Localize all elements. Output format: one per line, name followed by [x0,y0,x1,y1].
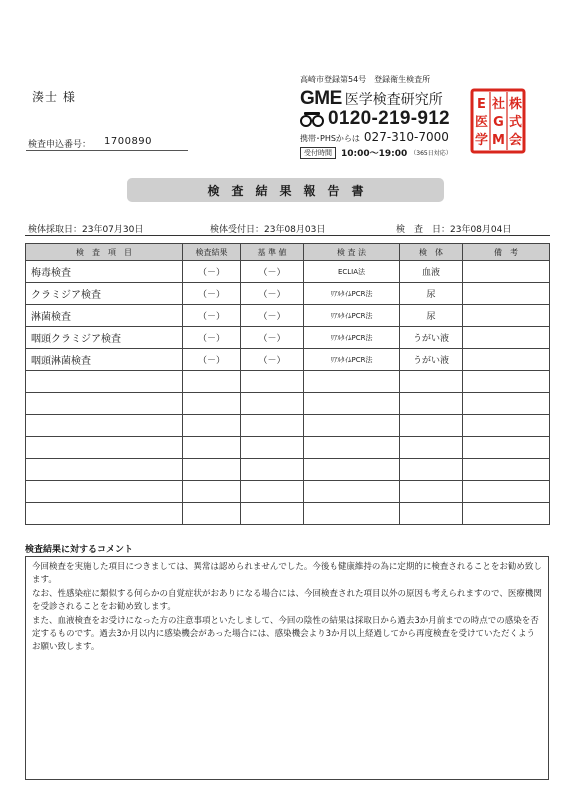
comment-title: 検査結果に対するコメント [25,545,134,555]
seal-character: E [477,97,486,112]
inspection-date: 検 査 日：23年08月04日 [396,225,512,235]
empty-cell [304,437,400,459]
free-dial-number: 0120-219-912 [328,108,450,129]
empty-cell [183,393,241,415]
table-row [26,261,550,283]
mobile-number: 027-310-7000 [363,130,449,144]
cell-method: ECLIA法 [304,261,400,283]
header-item: 検 査 項 目 [26,244,183,261]
table-row-empty [26,459,550,481]
empty-cell [241,371,304,393]
seal-character: 学 [474,133,489,148]
cell-result: （－） [183,327,241,349]
empty-cell [26,459,183,481]
table-row-empty [26,503,550,525]
empty-cell [463,415,550,437]
cell-result: （－） [183,349,241,371]
empty-cell [304,393,400,415]
cell-note [463,283,550,305]
cell-reference: （－） [241,327,304,349]
cell-result: （－） [183,261,241,283]
empty-cell [400,503,463,525]
empty-cell [183,481,241,503]
table-row [26,305,550,327]
empty-cell [26,393,183,415]
empty-cell [183,503,241,525]
empty-cell [26,503,183,525]
mobile-row [300,130,449,144]
cell-reference: （－） [241,349,304,371]
cell-result: （－） [183,305,241,327]
hours-note: （365日対応） [410,150,452,157]
comment-paragraph: 今回検査を実施した項目につきましては、異常は認められませんでした。今後も健康維持の為に定期的に検査されることをお勧め致します。 [32,562,542,586]
cell-note [463,349,550,371]
empty-cell [463,481,550,503]
cell-specimen: うがい液 [400,349,463,371]
table-row-empty [26,371,550,393]
empty-cell [26,437,183,459]
comment-box [25,556,549,780]
header-method: 検 査 法 [304,244,400,261]
comment-paragraph: なお、性感染症に類似する何らかの自覚症状がおありになる場合には、今回検査された項目以外の原因も考えられますので、医療機関を受診されることをお勧め致します。 [32,588,542,613]
cell-item: 咽頭淋菌検査 [26,349,183,371]
lab-logo [300,88,443,110]
empty-cell [463,371,550,393]
cell-result: （－） [183,283,241,305]
empty-cell [26,415,183,437]
cell-method: ﾘｱﾙﾀｲﾑPCR法 [304,349,400,371]
application-number: 1700890 [104,136,153,147]
seal-character: 株 [508,97,523,112]
cell-item: 咽頭クラミジア検査 [26,327,183,349]
application-number-label: 検査申込番号： [28,140,92,150]
cell-method: ﾘｱﾙﾀｲﾑPCR法 [304,283,400,305]
table-row [26,283,550,305]
empty-cell [304,481,400,503]
lab-registration: 高崎市登録第54号 登録衛生検査所 [300,75,431,84]
seal-character: G [493,115,504,130]
report-title: 検査結果報告書 [207,183,376,198]
table-row-empty [26,415,550,437]
report-title-bar [127,178,444,202]
header-note: 備 考 [463,244,550,261]
empty-cell [304,371,400,393]
empty-cell [463,459,550,481]
header-specimen: 検 体 [400,244,463,261]
hours-time: 10:00～19:00 [341,149,408,159]
table-row-empty [26,393,550,415]
hours-row [300,146,452,159]
empty-cell [241,481,304,503]
empty-cell [304,415,400,437]
table-row-empty [26,437,550,459]
empty-cell [26,371,183,393]
seal-character: 会 [508,133,523,148]
empty-cell [463,393,550,415]
cell-note [463,327,550,349]
cell-reference: （－） [241,261,304,283]
empty-cell [241,393,304,415]
seal-character: 医 [474,115,489,130]
empty-cell [400,415,463,437]
empty-cell [463,503,550,525]
cell-method: ﾘｱﾙﾀｲﾑPCR法 [304,305,400,327]
empty-cell [183,437,241,459]
empty-cell [304,503,400,525]
application-number-underline [26,150,188,151]
collection-date: 検体採取日：23年07月30日 [28,225,144,235]
seal-character: 式 [508,115,523,130]
header-reference: 基 準 値 [241,244,304,261]
patient-name: 湊士 様 [32,90,76,104]
empty-cell [400,437,463,459]
empty-cell [241,437,304,459]
table-row [26,327,550,349]
cell-specimen: 尿 [400,305,463,327]
seal-character: M [492,133,505,148]
empty-cell [241,415,304,437]
header-result: 検査結果 [183,244,241,261]
results-table [25,243,550,525]
empty-cell [400,481,463,503]
report-dates [25,219,550,236]
lab-brand: GME [300,88,342,109]
empty-cell [304,459,400,481]
cell-specimen: うがい液 [400,327,463,349]
cell-note [463,305,550,327]
cell-reference: （－） [241,283,304,305]
cell-specimen: 尿 [400,283,463,305]
empty-cell [183,415,241,437]
comment-paragraph: また、血液検査をお受けになった方の注意事項といたしまして、今回の陰性の結果は採取日から過去3か月前までの時点での感染を否定するものです。過去3か月以内に感染機会があった場合には、感染機会より3か月以上経過してから再度検査を受けていただくようお願い致します。 [32,615,539,653]
empty-cell [241,503,304,525]
empty-cell [26,481,183,503]
empty-cell [183,459,241,481]
free-dial-row [300,108,450,130]
free-dial-icon [300,112,324,127]
empty-cell [463,437,550,459]
cell-item: 梅毒検査 [26,261,183,283]
cell-reference: （－） [241,305,304,327]
empty-cell [400,371,463,393]
hours-label: 受付時間 [300,147,336,159]
table-row-empty [26,481,550,503]
table-row [26,349,550,371]
empty-cell [183,371,241,393]
results-table-header [26,244,550,261]
empty-cell [241,459,304,481]
cell-method: ﾘｱﾙﾀｲﾑPCR法 [304,327,400,349]
received-date: 検体受付日：23年08月03日 [210,225,326,235]
empty-cell [400,459,463,481]
cell-item: クラミジア検査 [26,283,183,305]
company-seal-icon [470,88,526,154]
seal-character: 社 [491,97,506,112]
lab-name: 医学検査研究所 [344,92,443,108]
cell-note [463,261,550,283]
empty-cell [400,393,463,415]
cell-specimen: 血液 [400,261,463,283]
cell-item: 淋菌検査 [26,305,183,327]
mobile-label: 携帯･PHSからは [300,134,360,143]
